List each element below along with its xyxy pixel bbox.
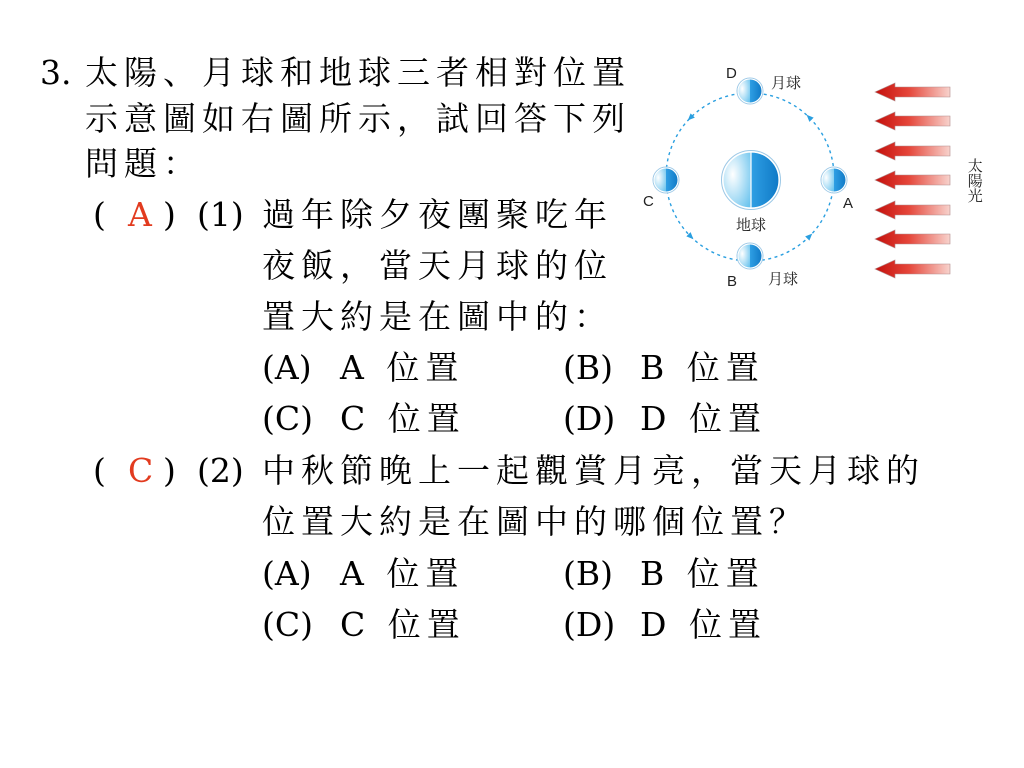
option-text: C 位置 xyxy=(340,605,466,644)
sub-question-line: 中秋節晚上一起觀賞月亮，當天月球的 xyxy=(262,451,925,490)
moon-d xyxy=(737,78,763,104)
option-text: A 位置 xyxy=(340,348,465,387)
sunlight-arrow xyxy=(875,230,950,248)
moon-b xyxy=(737,243,763,269)
sub-question-number: (2) xyxy=(197,451,244,490)
option-label: (C) xyxy=(262,399,313,438)
moon-c xyxy=(653,167,679,193)
option-text: D 位置 xyxy=(640,605,767,644)
moon-a xyxy=(821,167,847,193)
earth xyxy=(722,151,781,210)
sub-question-line: 置大約是在圖中的： xyxy=(262,297,613,336)
answer-bracket-open: ( xyxy=(93,451,106,490)
sub-question-number: (1) xyxy=(197,195,244,234)
sunlight-arrow xyxy=(875,142,950,160)
option-text: C 位置 xyxy=(340,399,466,438)
sunlight-arrow xyxy=(875,201,950,219)
sunlight-arrow xyxy=(875,112,950,130)
position-d-label: D xyxy=(726,65,737,82)
answer-bracket-close: ) xyxy=(163,195,176,234)
question-stem-line: 示意圖如右圖所示，試回答下列 xyxy=(85,99,631,138)
answer-bracket-close: ) xyxy=(163,451,176,490)
sun-moon-earth-diagram xyxy=(630,55,1020,300)
option-label: (B) xyxy=(563,348,613,387)
option-text: B 位置 xyxy=(640,554,765,593)
option-label: (A) xyxy=(262,554,312,593)
sub-question-line: 夜飯，當天月球的位 xyxy=(262,246,613,285)
sunlight-arrow xyxy=(875,171,950,189)
moon-label-bottom: 月球 xyxy=(768,271,799,288)
option-label: (D) xyxy=(563,605,616,644)
option-text: D 位置 xyxy=(640,399,767,438)
question-number: 3. xyxy=(40,53,72,92)
option-text: A 位置 xyxy=(340,554,465,593)
moon-label-top: 月球 xyxy=(771,75,802,92)
sunlight-arrow xyxy=(875,83,950,101)
answer-mark: A xyxy=(128,195,152,234)
option-label: (A) xyxy=(262,348,312,387)
sunlight-arrow xyxy=(875,260,950,278)
option-label: (C) xyxy=(262,605,313,644)
earth-label: 地球 xyxy=(735,217,767,234)
sunlight-label: 太陽光 xyxy=(965,158,983,203)
answer-bracket-open: ( xyxy=(93,195,106,234)
question-stem-line: 問題： xyxy=(85,144,202,183)
position-b-label: B xyxy=(727,273,738,290)
question-stem-line: 太陽、月球和地球三者相對位置 xyxy=(85,53,631,92)
position-a-label: A xyxy=(843,195,854,212)
answer-mark: C xyxy=(128,451,154,490)
position-c-label: C xyxy=(643,193,654,210)
sub-question-line: 過年除夕夜團聚吃年 xyxy=(262,195,613,234)
option-label: (D) xyxy=(563,399,616,438)
option-label: (B) xyxy=(563,554,613,593)
sub-question-line: 位置大約是在圖中的哪個位置？ xyxy=(262,502,808,541)
option-text: B 位置 xyxy=(640,348,765,387)
